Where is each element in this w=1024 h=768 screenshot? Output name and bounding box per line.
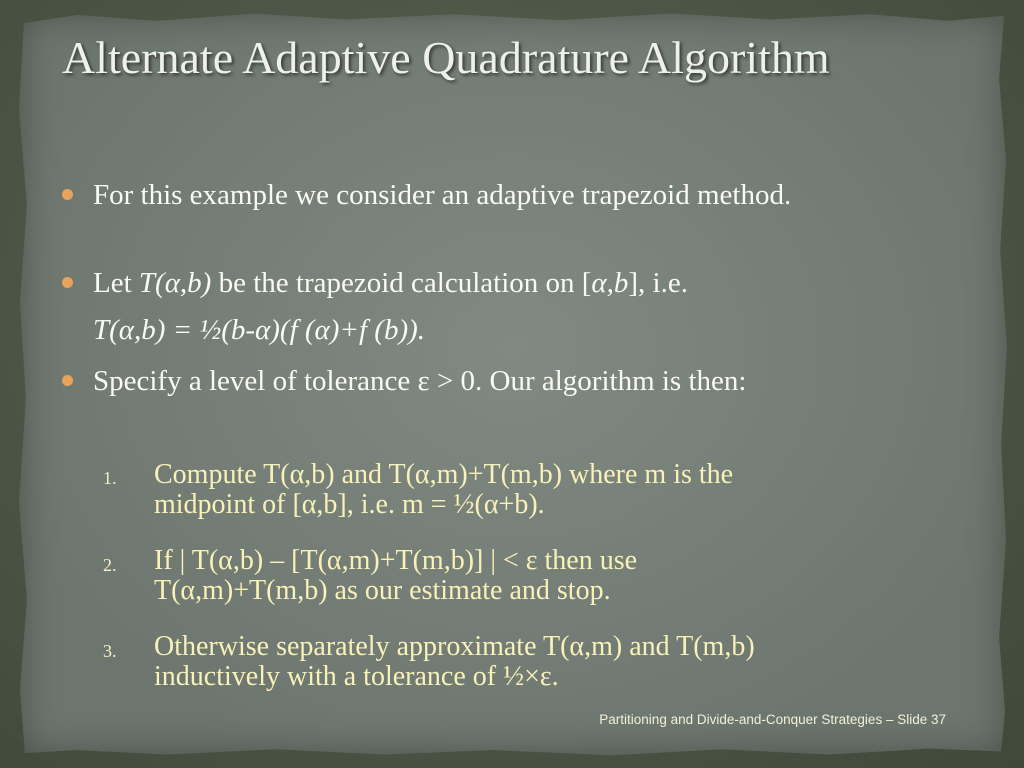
bullet-trapezoid-definition bbox=[62, 266, 942, 347]
step-line: T(α,m)+T(m,b) as our estimate and stop. bbox=[154, 575, 611, 606]
step-number: 2. bbox=[103, 555, 117, 575]
step-3-text bbox=[154, 632, 954, 692]
bullet-trapezoid-method bbox=[62, 178, 942, 212]
step-number: 3. bbox=[103, 641, 117, 661]
bullet-text: Specify a level of tolerance ε > 0. Our algorithm is then: bbox=[93, 365, 747, 397]
text-fragment: ], i.e. bbox=[628, 267, 688, 299]
step-line: inductively with a tolerance of ½×ε. bbox=[154, 661, 559, 692]
math-var: T bbox=[138, 267, 156, 299]
step-line: Compute T(α,b) and T(α,m)+T(m,b) where m is the bbox=[154, 459, 734, 490]
step-number: 1. bbox=[103, 468, 117, 488]
bullet-text: For this example we consider an adaptive trapezoid method. bbox=[93, 179, 792, 211]
slide-footer: Partitioning and Divide-and-Conquer Strategies – Slide 37 bbox=[599, 712, 946, 727]
bullet-tolerance bbox=[62, 364, 942, 398]
bullet-dot-icon bbox=[62, 277, 73, 288]
step-line: If | T(α,b) – [T(α,m)+T(m,b)] | < ε then use bbox=[154, 545, 638, 576]
step-1-text bbox=[154, 460, 954, 520]
slide-title: Alternate Adaptive Quadrature Algorithm bbox=[62, 32, 830, 83]
bullet-dot-icon bbox=[62, 189, 73, 200]
bullet-text-line1 bbox=[93, 266, 942, 300]
step-line: midpoint of [α,b], i.e. m = ½(α+b). bbox=[154, 489, 545, 520]
math-args: (α,b) bbox=[155, 267, 212, 299]
math-interval: α,b bbox=[591, 267, 629, 299]
trapezoid-formula: T(α,b) = ½(b-α)(f (α)+f (b)). bbox=[93, 314, 426, 346]
bullet-dot-icon bbox=[62, 375, 73, 386]
text-fragment: be the trapezoid calculation on [ bbox=[211, 267, 592, 299]
step-2-text bbox=[154, 546, 954, 606]
text-fragment: Let bbox=[93, 267, 139, 299]
step-line: Otherwise separately approximate T(α,m) and T(m,b) bbox=[154, 631, 755, 662]
